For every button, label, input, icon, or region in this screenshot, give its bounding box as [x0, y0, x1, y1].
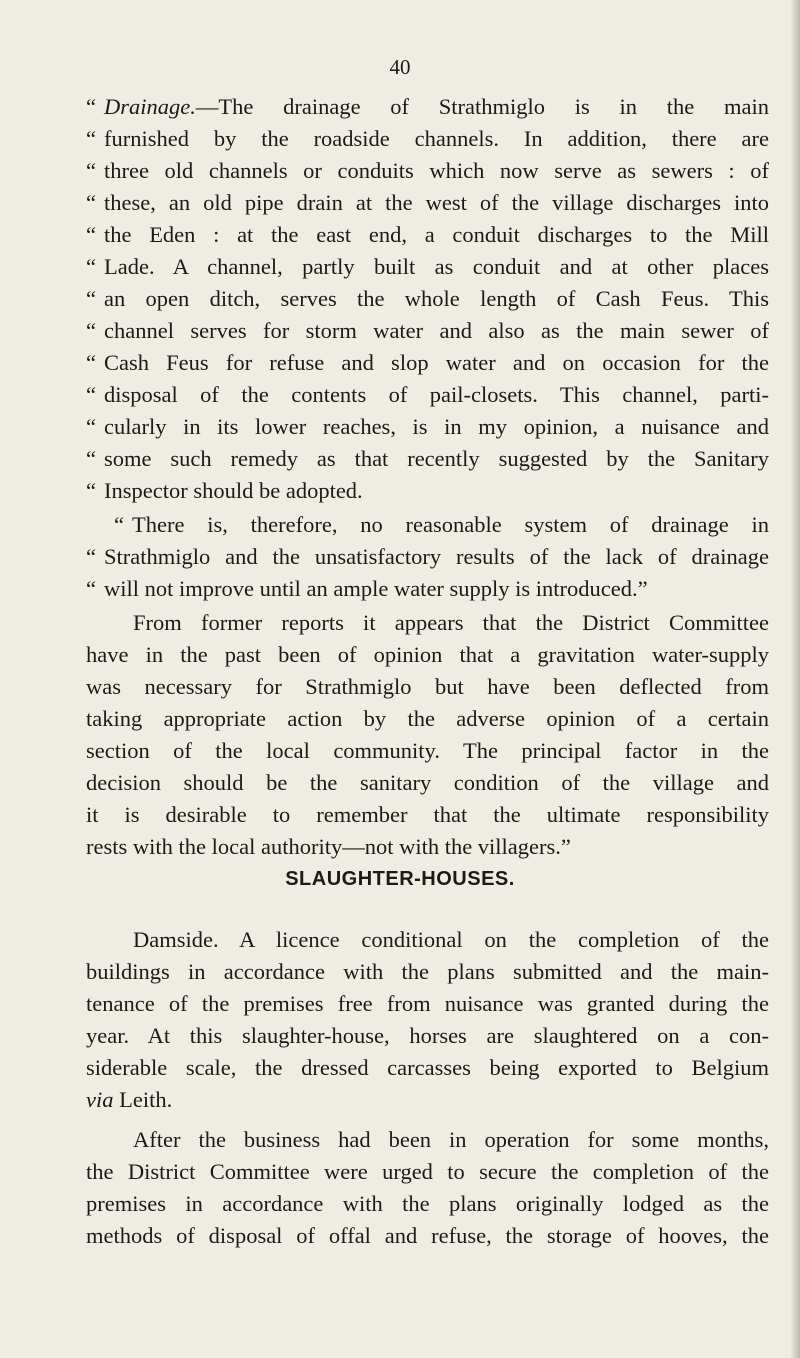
text-line: “ There is, therefore, no reasonable system of drainage in — [114, 512, 769, 537]
text-line: “ these, an old pipe drain at the west of the village discharges into — [86, 190, 769, 215]
text-line: via Leith. — [86, 1087, 173, 1112]
text-line: was necessary for Strathmiglo but have been deflected from — [86, 674, 769, 699]
text-line: buildings in accordance with the plans submitted and the main- — [86, 959, 769, 984]
page-number: 40 — [389, 55, 411, 79]
text-line: decision should be the sanitary condition of the village and — [86, 770, 769, 795]
text-line: year. At this slaughter-house, horses are slaughtered on a con- — [86, 1023, 769, 1048]
text-line: “ Strathmiglo and the unsatisfactory results of the lack of drainage — [86, 544, 769, 569]
text-line: “ three old channels or conduits which now serve as sewers : of — [86, 158, 769, 183]
text-line: “ Lade. A channel, partly built as conduit and at other places — [86, 254, 769, 279]
text-line: rests with the local authority—not with the villagers.” — [86, 834, 571, 859]
text-line: “ Inspector should be adopted. — [86, 478, 363, 503]
text-line: tenance of the premises free from nuisance was granted during the — [86, 991, 769, 1016]
text-line: section of the local community. The principal factor in the — [86, 738, 769, 763]
text-line: methods of disposal of offal and refuse, the storage of hooves, the — [86, 1223, 769, 1248]
text-line: “ some such remedy as that recently suggested by the Sanitary — [86, 446, 769, 471]
text-line: After the business had been in operation for some months, — [133, 1127, 769, 1152]
text-line: taking appropriate action by the adverse opinion of a certain — [86, 706, 769, 731]
page-edge-shadow — [790, 0, 800, 1358]
text-line: “ the Eden : at the east end, a conduit discharges to the Mill — [86, 222, 769, 247]
text-line: siderable scale, the dressed carcasses being exported to Belgium — [86, 1055, 769, 1080]
text-line: it is desirable to remember that the ultimate responsibility — [86, 802, 769, 827]
text-line: “ disposal of the contents of pail-closets. This channel, parti- — [86, 382, 769, 407]
text-line: “ Drainage.—The drainage of Strathmiglo is in the main — [86, 94, 769, 119]
text-line: have in the past been of opinion that a gravitation water-supply — [86, 642, 769, 667]
text-line: “ Cash Feus for refuse and slop water and on occasion for the — [86, 350, 769, 375]
text-line: the District Committee were urged to secure the completion of the — [86, 1159, 769, 1184]
drainage-title: Drainage. — [104, 94, 196, 119]
text-line: From former reports it appears that the District Committee — [133, 610, 769, 635]
text-line: “ channel serves for storm water and also as the main sewer of — [86, 318, 769, 343]
text-line: “ an open ditch, serves the whole length of Cash Feus. This — [86, 286, 769, 311]
text-line: “ furnished by the roadside channels. In addition, there are — [86, 126, 769, 151]
section-heading: SLAUGHTER-HOUSES. — [285, 868, 515, 890]
text-line: “ will not improve until an ample water supply is introduced.” — [86, 576, 648, 601]
text-line: premises in accordance with the plans originally lodged as the — [86, 1191, 769, 1216]
text-line: “ cularly in its lower reaches, is in my opinion, a nuisance and — [86, 414, 769, 439]
text-line: Damside. A licence conditional on the completion of the — [133, 927, 769, 952]
